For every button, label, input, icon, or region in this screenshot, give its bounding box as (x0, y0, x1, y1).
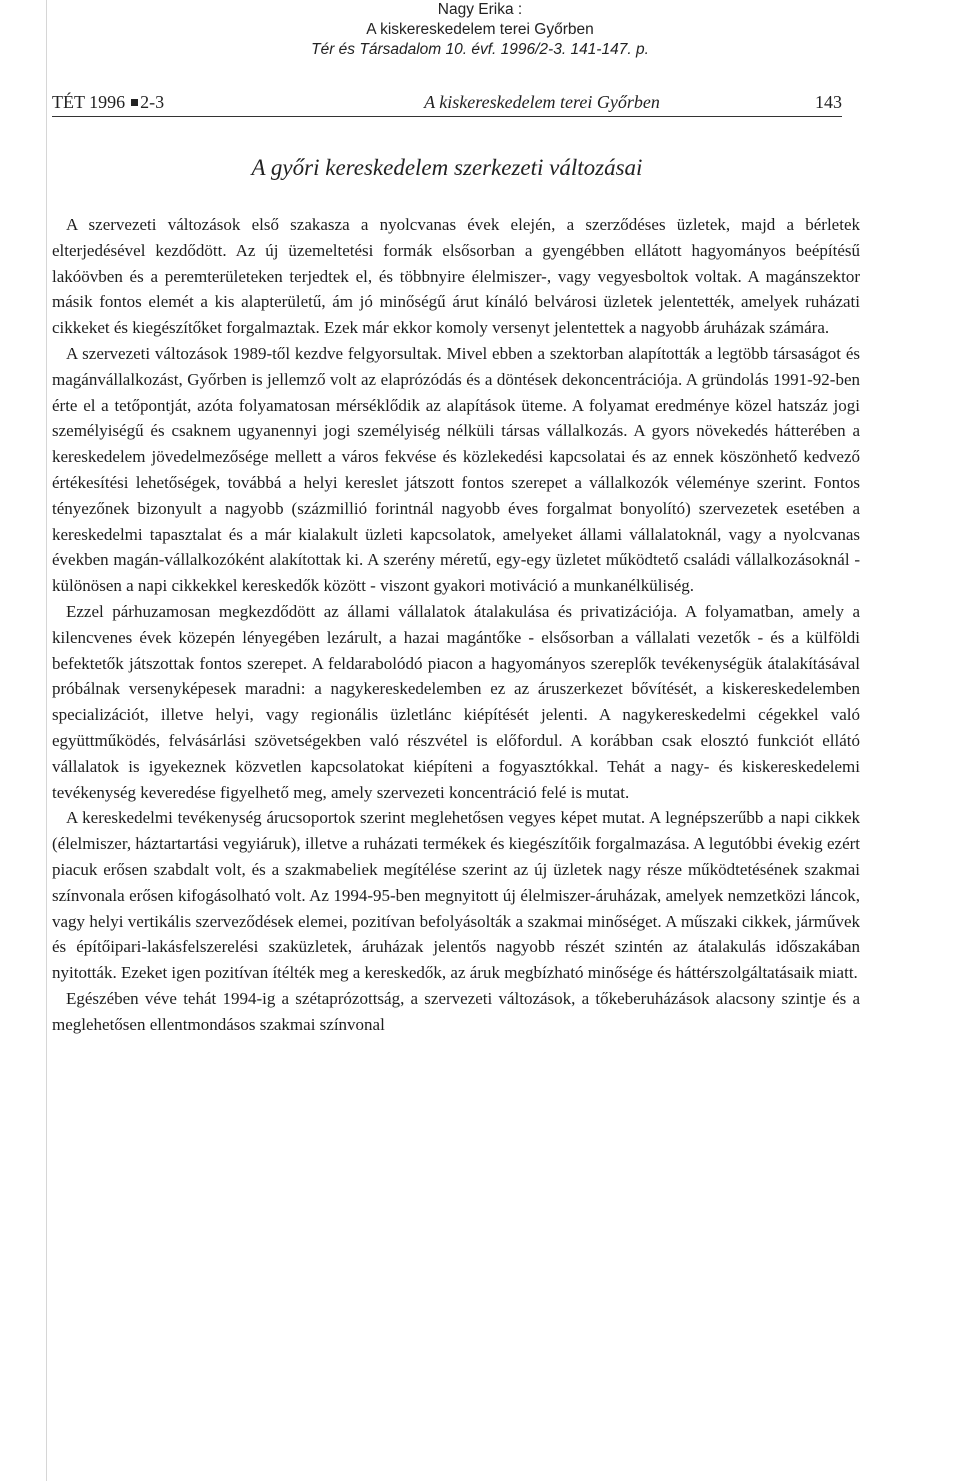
citation-title: A kiskereskedelem terei Győrben (366, 21, 594, 38)
page-number: 143 (815, 92, 842, 112)
body-text (52, 212, 860, 1038)
running-head (52, 92, 842, 117)
paragraph: Ezzel párhuzamosan megkezdődött az állami vállalatok átalakulása és privatizációja. A folyamatban, amely a kilencvenes évek közepén lényegében lezárult, a hazai magántőke - elsősorban a vállalati vezetők - és a külföldi befektetők játszottak fontos szerepet. A feldarabolódó piacon a hagyományos szereplők tevékenységük átalakításával próbálnak versenyképesek maradni: a nagykereskedelemben ez az áruszerkezet bővítését, a kiskereskedelemben specializációt, illetve helyi, vagy regionális üzletlánc kiépítését jelenti. A nagykereskedelmi cégekkel való együttműködés, felvásárlási szövetségekben való részvétel is előfordul. A korábban csak elosztó funkciót ellátó vállalatok is igyekeznek közvetlen kapcsolatokat kiépíteni a fogyasztókkal. Tehát a nagy- és kiskereskedelemi tevékenység keveredése figyelhető meg, amely szervezeti koncentráció felé is mutat. (52, 601, 860, 802)
journal-issue: 2-3 (140, 92, 165, 112)
paragraph: A szervezeti változások 1989-től kezdve felgyorsultak. Mivel ebben a szektorban alapították a legtöbb társaságot és magánvállalkozást, Győrben is jellemző volt az elaprózódás és a döntések dekoncentrációja. A gründolás 1991-92-ben érte el a tetőpontját, azóta folyamatosan mérséklődik az alapítások üteme. A folyamat eredménye közel hatszáz jogi személyiségű és csaknem ugyanennyi jogi személyiség nélküli társas vállalkozás. A gyors növekedés hátterében a kereskedelem jövedelmezősége mellett a város fekvése és közlekedési kapcsolatai és az ennek köszönhető kedvező értékesítési lehetőségek, továbbá a helyi kereslet játszott fontos szerepet a vállalkozók véleménye szerint. Fontos tényezőnek bizonyult a nagyobb (százmillió forintnál nagyobb éves forgalmat bonyolító) szervezetek esetében a kereskedelmi tapasztalat és a már kialakult üzleti kapcsolatok, amelyeket állami vállalatoknál, vagy a nyolcvanas években magán-vállalkozóként alakítottak ki. A szerény méretű, egy-egy üzletet működtető családi vállalkozásoknál - különösen a napi cikkekkel kereskedők között - viszont gyakori motiváció a munkanélküliség. (52, 343, 860, 596)
article-title: A győri kereskedelem szerkezeti változásai (251, 155, 643, 180)
running-head-title: A kiskereskedelem terei Győrben (424, 92, 660, 112)
journal-name: TÉT 1996 (52, 92, 126, 112)
paragraph: A kereskedelmi tevékenység árucsoportok szerint meglehetősen vegyes képet mutat. A legnépszerűbb a napi cikkek (élelmiszer, háztartartási vegyiáruk), illetve a ruházati termékek és kiegészítőik forgalmazása. A legutóbbi évekig ezért piacuk erősen szabdalt volt, és a szakmabeliek megítélése szerint az új üzletek nagy része működtetésének szakmai színvonala erősen kifogásolható volt. Az 1994-95-ben megnyitott új élelmiszer-áruházak, amelyek nemzetközi láncok, vagy helyi vertikális szerveződések elemei, pozitívan befolyásolták a szakmai minőséget. A műszaki cikkek, járművek és építőipari-lakásfelszerelési szaküzletek, áruházak jelentős nagyobb részét szintén az átalakulás időszakában nyitották. Ezeket igen pozitívan ítélték meg a kereskedők, az áruk megbízható minősége és háttérszolgáltatásaik miatt. (52, 808, 860, 983)
paragraph: A szervezeti változások első szakasza a nyolcvanas évek elején, a szerződéses üzletek, majd a bérletek elterjedésével kezdődött. Az új üzemeltetési formák elsősorban a gyengébben ellátott hagyományos beépítésű lakóövben és a peremterületeken terjedtek el, és többnyire élelmiszer-, vagy vegyesboltok voltak. A magánszektor másik fontos elemét a kis alapterületű, ám jó minőségű árut kínáló belvárosi üzletek jelentették, amelyek ruházati cikkeket és kiegészítőket forgalmaztak. Ezek már ekkor komoly versenyt jelentettek a nagyobb áruházak számára. (52, 215, 860, 338)
page-edge-rule (46, 0, 47, 1481)
citation-source: Tér és Társadalom 10. évf. 1996/2-3. 141-147. p. (311, 41, 649, 58)
paragraph: Egészében véve tehát 1994-ig a szétaprózottság, a szervezeti változások, a tőkeberuházások alacsony szintje és a meglehetősen ellentmondásos szakmai színvonal (52, 988, 860, 1034)
citation-author: Nagy Erika : (437, 1, 523, 18)
citation-header (0, 0, 960, 60)
